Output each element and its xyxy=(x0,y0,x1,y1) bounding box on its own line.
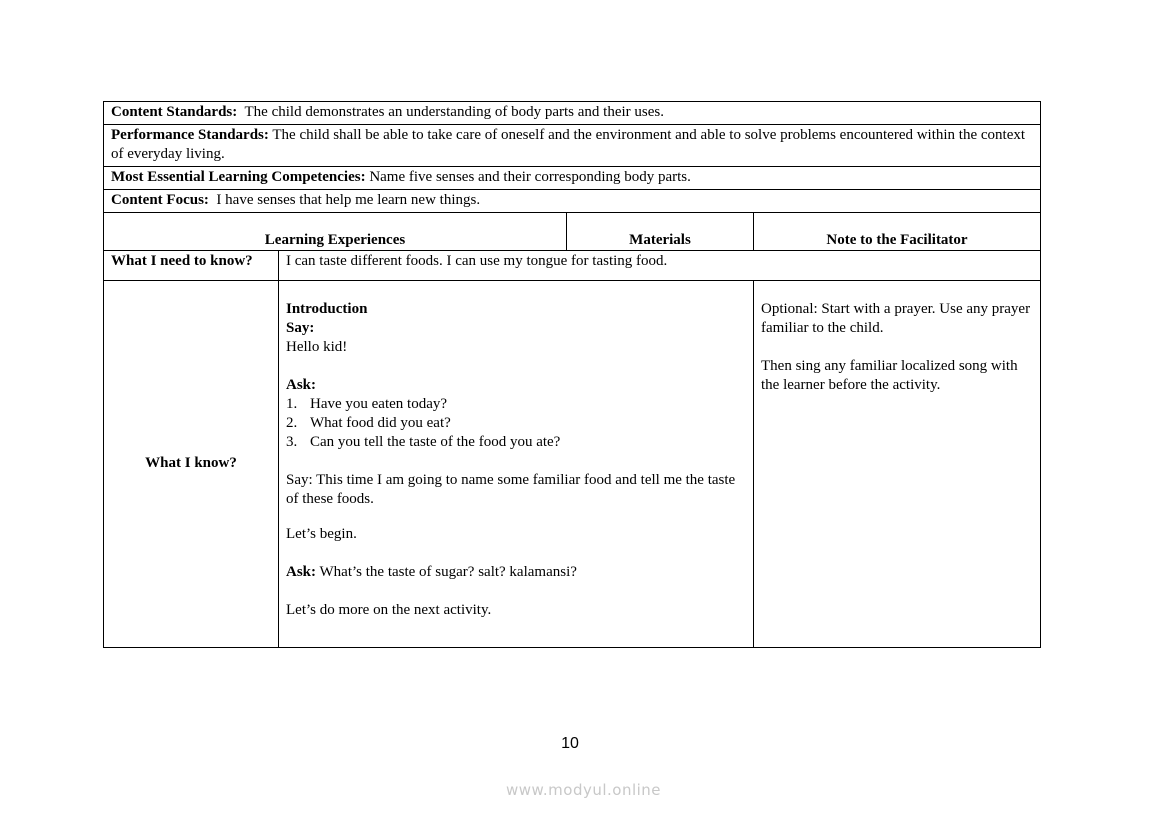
melc-text: Name five senses and their corresponding body parts. xyxy=(369,169,691,185)
closing-text: Let’s do more on the next activity. xyxy=(286,602,492,618)
content-standards-label: Content Standards: xyxy=(111,104,238,120)
what-i-know-row xyxy=(104,281,1041,648)
content-focus-row xyxy=(104,190,1041,213)
question-text: Can you tell the taste of the food you ate? xyxy=(310,434,561,450)
note-header: Note to the Facilitator xyxy=(754,213,1041,251)
ask-taste-line xyxy=(286,563,746,582)
melc-row xyxy=(104,167,1041,190)
learning-experiences-header: Learning Experiences xyxy=(104,213,567,251)
say-label: Say: xyxy=(286,320,315,336)
content-focus-text: I have senses that help me learn new things. xyxy=(216,192,481,208)
content-standards-cell xyxy=(104,102,1041,125)
note-paragraph-2: Then sing any familiar localized song with the learner before the activity. xyxy=(761,358,1018,393)
ask2-text: What’s the taste of sugar? salt? kalamansi? xyxy=(319,564,577,580)
question-text: What food did you eat? xyxy=(310,415,451,431)
facilitator-note-cell xyxy=(754,281,1041,648)
need-to-know-text: I can taste different foods. I can use my tongue for tasting food. xyxy=(279,251,1041,281)
performance-standards-row xyxy=(104,125,1041,167)
intro-heading: Introduction xyxy=(286,301,368,317)
list-item xyxy=(286,414,746,433)
melc-label: Most Essential Learning Competencies: xyxy=(111,169,366,185)
list-item xyxy=(286,433,746,452)
question-number: 3. xyxy=(286,434,298,450)
begin-text: Let’s begin. xyxy=(286,526,357,542)
content-standards-row xyxy=(104,102,1041,125)
materials-header: Materials xyxy=(567,213,754,251)
what-i-know-label: What I know? xyxy=(104,281,279,648)
watermark: www.modyul.online xyxy=(505,781,662,799)
performance-standards-text: The child shall be able to take care of oneself and the environment and able to solve problems encountered within the context of everyday living. xyxy=(111,127,1026,162)
melc-cell xyxy=(104,167,1041,190)
performance-standards-cell xyxy=(104,125,1041,167)
question-list xyxy=(286,395,746,452)
content-standards-text: The child demonstrates an understanding of body parts and their uses. xyxy=(244,104,664,120)
say-text: Say: This time I am going to name some familiar food and tell me the taste of these foods. xyxy=(286,472,736,507)
greeting-text: Hello kid! xyxy=(286,339,348,355)
question-text: Have you eaten today? xyxy=(310,396,448,412)
need-to-know-row xyxy=(104,251,1041,281)
learning-experiences-cell xyxy=(279,281,754,648)
content-focus-label: Content Focus: xyxy=(111,192,209,208)
list-item xyxy=(286,395,746,414)
page-number: 10 xyxy=(561,735,579,752)
content-focus-cell xyxy=(104,190,1041,213)
need-to-know-label: What I need to know? xyxy=(104,251,279,281)
header-row xyxy=(104,213,1041,251)
question-number: 1. xyxy=(286,396,298,412)
ask2-label: Ask: xyxy=(286,564,317,580)
ask-label: Ask: xyxy=(286,377,317,393)
performance-standards-label: Performance Standards: xyxy=(111,127,269,143)
lesson-table xyxy=(103,101,1041,648)
question-number: 2. xyxy=(286,415,298,431)
note-paragraph-1: Optional: Start with a prayer. Use any prayer familiar to the child. xyxy=(761,301,1031,336)
